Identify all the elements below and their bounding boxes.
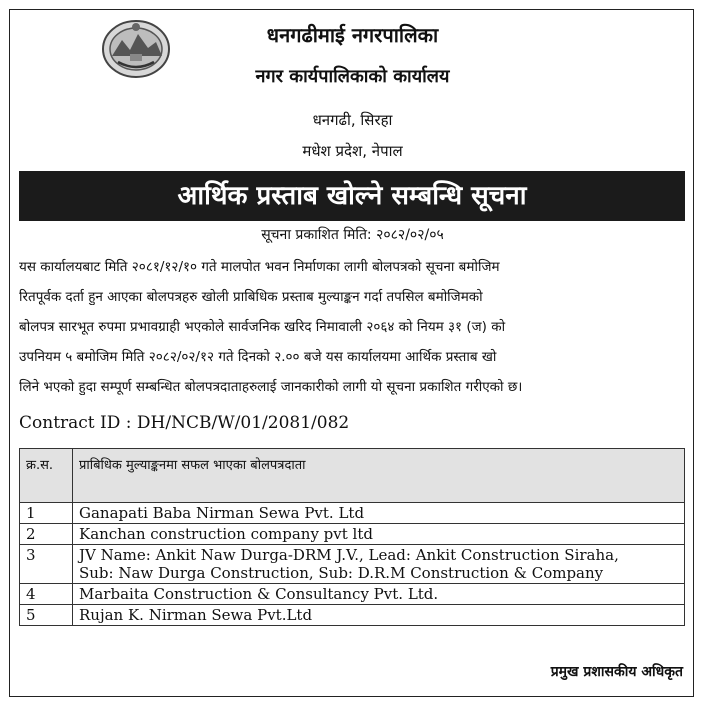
bidder-name-line: JV Name: Ankit Naw Durga-DRM J.V., Lead: Ankit Construction Siraha, <box>79 546 619 564</box>
bidder-name-line: Sub: Naw Durga Construction, Sub: D.R.M Construction & Company <box>79 564 604 582</box>
row-bidder <box>73 524 685 545</box>
header-bidder: प्राबिधिक मुल्याङ्कनमा सफल भाएका बोलपत्रदाता <box>73 449 685 503</box>
signatory-title: प्रमुख प्रशासकीय अधिकृत <box>550 664 683 680</box>
body-line: बोलपत्र सारभूत रुपमा प्रभावग्राही भएकोले सार्वजनिक खरिद निमावाली २०६४ को नियम ३१ (ज) को <box>19 319 506 335</box>
bidder-name: Marbaita Construction & Consultancy Pvt. Ltd. <box>79 585 439 603</box>
body-line: लिने भएको हुदा सम्पूर्ण सम्बन्धित बोलपत्रदाताहरुलाई जानकारीको लागी यो सूचना प्रकाशित गरीएको छ। <box>19 379 523 395</box>
notice-body <box>19 257 685 407</box>
row-serial: 2 <box>20 524 73 545</box>
publication-date: सूचना प्रकाशित मिति: २०८२/०२/०५ <box>261 227 444 243</box>
notice-title: आर्थिक प्रस्ताब खोल्ने सम्बन्धि सूचना <box>19 171 685 221</box>
table-row <box>20 605 685 626</box>
bidder-name: Kanchan construction company pvt ltd <box>79 525 373 543</box>
municipality-name: धनगढीमाई नगरपालिका <box>266 23 439 47</box>
contract-id: Contract ID : DH/NCB/W/01/2081/082 <box>19 413 350 433</box>
body-line: यस कार्यालयबाट मिति २०८१/१२/१० गते मालपोत भवन निर्माणका लागी बोलपत्रको सूचना बमोजिम <box>19 259 500 275</box>
bidder-name: Ganapati Baba Nirman Sewa Pvt. Ltd <box>79 504 365 522</box>
row-bidder <box>73 605 685 626</box>
table-row <box>20 524 685 545</box>
table-row <box>20 503 685 524</box>
table-header-row <box>20 449 685 503</box>
row-bidder <box>73 545 685 584</box>
table-row <box>20 545 685 584</box>
bidders-table <box>19 448 685 626</box>
row-serial: 3 <box>20 545 73 584</box>
table-row <box>20 584 685 605</box>
row-bidder <box>73 503 685 524</box>
body-line: रितपूर्वक दर्ता हुन आएका बोलपत्रहरु खोली प्राबिधिक प्रस्ताब मुल्याङ्कन गर्दा तपसिल बमोजिमको <box>19 289 483 305</box>
row-bidder <box>73 584 685 605</box>
office-province: मधेश प्रदेश, नेपाल <box>302 142 403 160</box>
body-line: उपनियम ५ बमोजिम मिति २०८२/०२/१२ गते दिनको २.०० बजे यस कार्यालयमा आर्थिक प्रस्ताब खो <box>19 349 497 365</box>
office-name: नगर कार्यपालिकाको कार्यालय <box>255 66 450 87</box>
row-serial: 5 <box>20 605 73 626</box>
bidder-name: Rujan K. Nirman Sewa Pvt.Ltd <box>79 606 313 624</box>
row-serial: 4 <box>20 584 73 605</box>
header-serial: क्र.स. <box>20 449 73 503</box>
row-serial: 1 <box>20 503 73 524</box>
office-location: धनगढी, सिरहा <box>312 111 393 129</box>
